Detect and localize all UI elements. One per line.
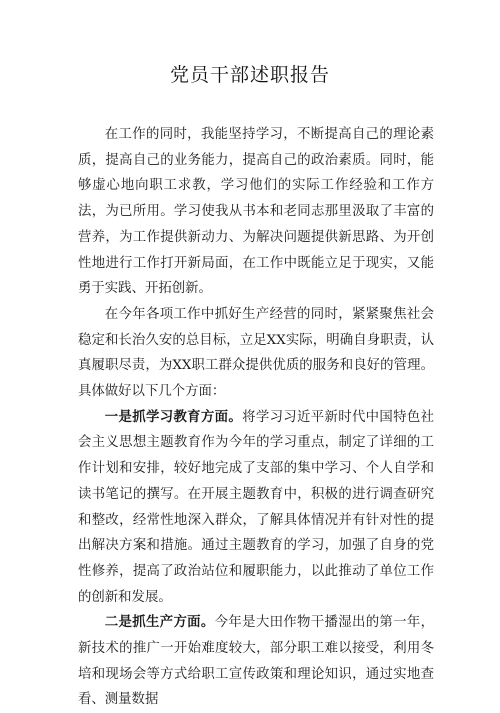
paragraph-text: 在工作的同时，我能坚持学习，不断提高自己的理论素质，提高自己的业务能力，提高自己的政治素质。同时，能够虚心地向职工求教，学习他们的实际工作经验和工作方法，为已所用。学习使我从书本和老同志那里汲取了丰富的营养，为工作提供新动力、为解决问题提供新思路、为开创性地进行工作打开新局面，在工作中既能立足于现实，又能勇于实践、开拓创新。 — [78, 127, 434, 297]
document-title: 党员干部述职报告 — [169, 64, 330, 86]
paragraph — [78, 302, 434, 405]
paragraph-lead: 一是抓学习教育方面。 — [104, 409, 243, 425]
document-body — [78, 122, 434, 713]
paragraph — [78, 405, 434, 611]
paragraph-lead: 二是抓生产方面。 — [104, 615, 215, 631]
paragraph-text: 在今年各项工作中抓好生产经营的同时，紧紧聚焦社会稳定和长治久安的总目标，立足XX实际，明确自身职责，认真履职尽责，为XX职工群众提供优质的服务和良好的管理。具体做好以下几个方面： — [78, 306, 434, 400]
paragraph — [78, 610, 434, 713]
paragraph-text: 今年是大田作物干播湿出的第一年，新技术的推广一开始难度较大，部分职工难以接受，利用冬培和现场会等方式给职工宣传政策和理论知识，通过实地查看、测量数据 — [78, 615, 435, 708]
paragraph-text: 将学习习近平新时代中国特色社会主义思想主题教育作为今年的学习重点，制定了详细的工作计划和安排，较好地完成了支部的集中学习、个人自学和读书笔记的撰写。在开展主题教育中，积极的进行调查研究和整改，经常性地深入群众，了解具体情况并有针对性的提出解决方案和措施。通过主题教育的学习，加强了自身的党性修养，提高了政治站位和履职能力，以此推动了单位工作的创新和发展。 — [78, 409, 435, 605]
paragraph — [78, 122, 434, 302]
